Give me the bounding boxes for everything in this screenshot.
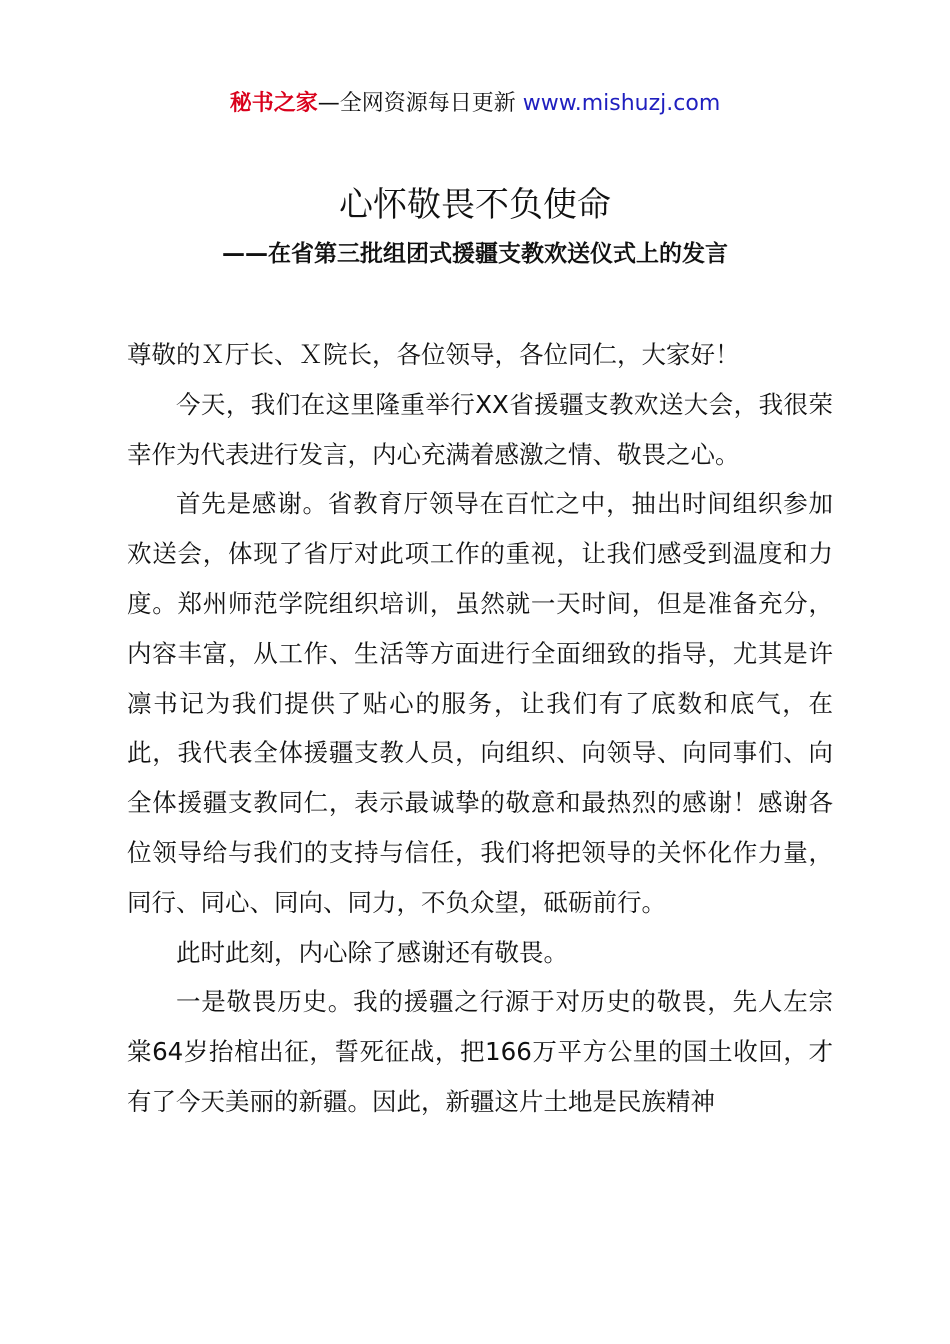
salutation-paragraph: 尊敬的Ｘ厅长、Ｘ院长，各位领导，各位同仁，大家好！ bbox=[127, 340, 740, 369]
site-header bbox=[0, 88, 950, 120]
document-body bbox=[127, 330, 833, 1127]
body-paragraph: 此时此刻，内心除了感谢还有敬畏。 bbox=[176, 937, 568, 967]
body-paragraph: 今天，我们在这里隆重举行XX省援疆支教欢送大会，我很荣幸作为代表进行发言，内心充满着感激之情、敬畏之心。 bbox=[127, 389, 833, 469]
body-paragraph: 首先是感谢。省教育厅领导在百忙之中，抽出时间组织参加欢送会，体现了省厅对此项工作的重视，让我们感受到温度和力度。郑州师范学院组织培训，虽然就一天时间，但是准备充分，内容丰富，从工作、生活等方面进行全面细致的指导，尤其是许凛书记为我们提供了贴心的服务，让我们有了底数和底气，在此，我代表全体援疆支教人员，向组织、向领导、向同事们、向全体援疆支教同仁，表示最诚挚的敬意和最热烈的感谢！感谢各位领导给与我们的支持与信任，我们将把领导的关怀化作力量，同行、同心、同向、同力，不负众望，砥砺前行。 bbox=[127, 489, 833, 917]
document-subtitle: ——在省第三批组团式援疆支教欢送仪式上的发言 bbox=[222, 241, 728, 267]
site-tagline: —全网资源每日更新 bbox=[317, 91, 523, 116]
site-url-link[interactable]: www.mishuzj.com bbox=[522, 91, 721, 116]
site-brand: 秘书之家 bbox=[229, 91, 318, 116]
document-title: 心怀敬畏不负使命 bbox=[339, 185, 611, 225]
body-paragraph: 一是敬畏历史。我的援疆之行源于对历史的敬畏，先人左宗棠64岁抬棺出征，誓死征战，把166万平方公里的国土收回，才有了今天美丽的新疆。因此，新疆这片土地是民族精神 bbox=[127, 987, 833, 1116]
